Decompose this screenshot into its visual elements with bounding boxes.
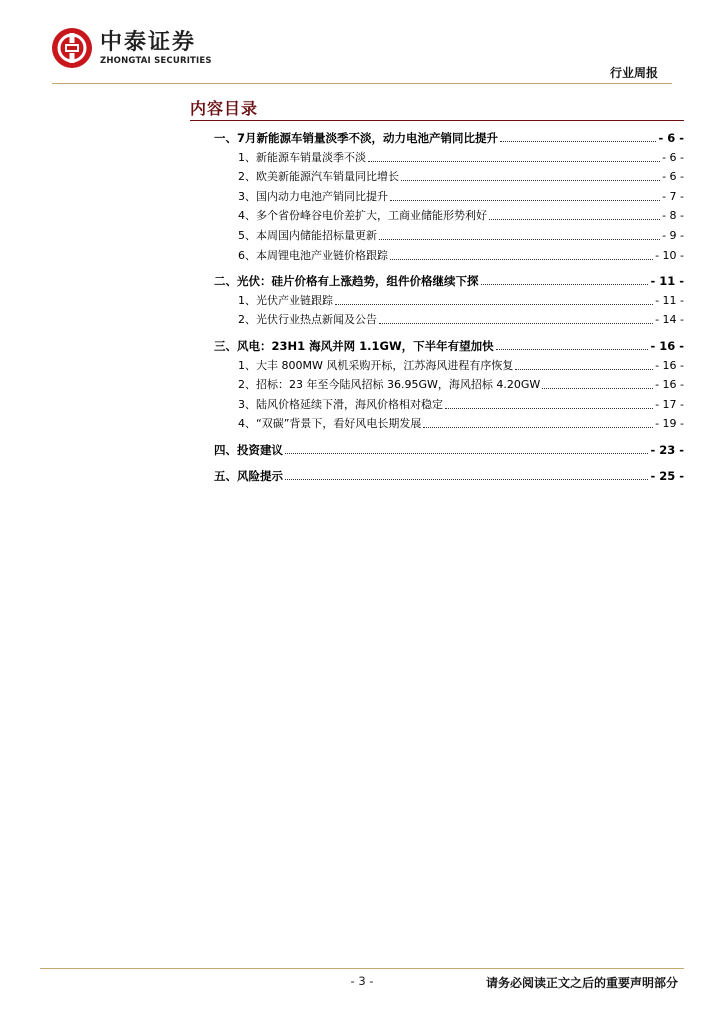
toc-subsection-entry[interactable] — [238, 190, 684, 204]
toc-entry-label: 1、大丰 800MW 风机采购开标，江苏海风进程有序恢复 — [238, 358, 514, 372]
toc-title-rule — [190, 120, 684, 121]
toc-entry-page: - 11 - — [650, 274, 684, 289]
toc-subsection-entry[interactable] — [238, 398, 684, 412]
toc-dot-leader — [500, 132, 656, 142]
toc-dot-leader — [335, 295, 653, 305]
toc-entry-page: - 23 - — [650, 443, 684, 457]
toc-entry-label: 四、投资建议 — [214, 443, 283, 457]
toc-entry-page: - 25 - — [650, 468, 684, 483]
toc-section-entry[interactable] — [214, 131, 684, 145]
toc-subsection-entry[interactable] — [238, 249, 684, 263]
toc-entry-label: 五、风险提示 — [214, 468, 283, 483]
report-type: 行业周报 — [609, 66, 658, 80]
header-divider — [52, 83, 672, 84]
toc-entry-label: 3、陆风价格延续下滑，海风价格相对稳定 — [238, 397, 443, 411]
toc-dot-leader — [285, 470, 648, 480]
toc-entry-label: 6、本周锂电池产业链价格跟踪 — [238, 248, 388, 262]
toc-entry-label: 1、新能源车销量淡季不淡 — [238, 150, 366, 164]
logo-text — [100, 31, 212, 66]
toc-section-entry[interactable] — [214, 469, 684, 483]
toc-entry-page: - 17 - — [655, 397, 684, 411]
toc-entry-label: 三、风电：23H1 海风并网 1.1GW，下半年有望加快 — [214, 339, 494, 353]
toc-subsection-entry[interactable] — [238, 417, 684, 431]
toc-entry-page: - 11 - — [655, 293, 684, 307]
toc-section-entry[interactable] — [214, 339, 684, 353]
toc-entry-page: - 9 - — [662, 229, 684, 242]
toc-title: 内容目录 — [190, 99, 259, 118]
toc-dot-leader — [390, 191, 660, 201]
toc-subsection-entry[interactable] — [238, 359, 684, 373]
toc-entry-label: 二、光伏：硅片价格有上涨趋势，组件价格继续下探 — [214, 274, 479, 289]
toc-entry-label: 4、多个省份峰谷电价差扩大，工商业储能形势利好 — [238, 209, 487, 223]
toc-entry-page: - 19 - — [655, 417, 684, 431]
toc-section-entry[interactable] — [214, 274, 684, 288]
toc-entry-page: - 6 - — [658, 131, 684, 145]
toc-entry-page: - 8 - — [662, 209, 684, 223]
toc-entry-page: - 6 - — [662, 150, 684, 164]
toc-entry-label: 1、光伏产业链跟踪 — [238, 293, 333, 307]
toc-subsection-entry[interactable] — [238, 209, 684, 223]
toc-dot-leader — [445, 399, 653, 409]
toc-entry-label: 3、国内动力电池产销同比提升 — [238, 189, 388, 203]
toc-entry-label: 2、光伏行业热点新闻及公告 — [238, 313, 377, 327]
toc-subsection-entry[interactable] — [238, 229, 684, 243]
toc-entry-page: - 16 - — [655, 378, 684, 392]
toc-subsection-entry[interactable] — [238, 378, 684, 392]
toc-dot-leader — [515, 360, 653, 370]
toc-dot-leader — [423, 418, 653, 428]
page-number: - 3 - — [350, 974, 374, 988]
toc-dot-leader — [489, 210, 660, 220]
toc-dot-leader — [542, 379, 653, 389]
toc-subsection-entry[interactable] — [238, 313, 684, 327]
toc-entry-label: 2、招标：23 年至今陆风招标 36.95GW，海风招标 4.20GW — [238, 378, 541, 392]
toc-entry-page: - 16 - — [655, 358, 684, 372]
toc-section-entry[interactable] — [214, 443, 684, 457]
toc-entry-page: - 14 - — [655, 313, 684, 327]
toc-entry-label: 4、“双碳”背景下，看好风电长期发展 — [238, 417, 422, 431]
toc-dot-leader — [368, 152, 660, 162]
toc-entry-label: 2、欧美新能源汽车销量同比增长 — [238, 170, 399, 184]
footer-disclaimer: 请务必阅读正文之后的重要声明部分 — [485, 976, 678, 990]
brand-logo — [52, 28, 212, 68]
toc-entry-page: - 10 - — [655, 248, 684, 262]
toc-subsection-entry[interactable] — [238, 151, 684, 165]
toc-entry-page: - 7 - — [662, 189, 684, 203]
toc-dot-leader — [285, 444, 648, 454]
toc-dot-leader — [496, 340, 649, 350]
footer-divider — [40, 968, 684, 969]
toc-subsection-entry[interactable] — [238, 294, 684, 308]
toc-entry-label: 一、7月新能源车销量淡季不淡，动力电池产销同比提升 — [214, 131, 498, 145]
toc-dot-leader — [379, 230, 660, 240]
page-header — [0, 0, 724, 90]
toc-entry-label: 5、本周国内储能招标量更新 — [238, 229, 377, 242]
brand-name-en: ZHONGTAI SECURITIES — [100, 55, 212, 66]
toc-subsection-entry[interactable] — [238, 170, 684, 184]
toc-dot-leader — [481, 275, 649, 285]
brand-name-cn: 中泰证券 — [100, 29, 197, 55]
logo-mark-icon — [52, 28, 92, 68]
toc-dot-leader — [401, 171, 660, 181]
toc-entry-page: - 16 - — [650, 339, 684, 353]
toc-dot-leader — [390, 250, 653, 260]
toc-entry-page: - 6 - — [662, 170, 684, 184]
toc-dot-leader — [379, 314, 653, 324]
